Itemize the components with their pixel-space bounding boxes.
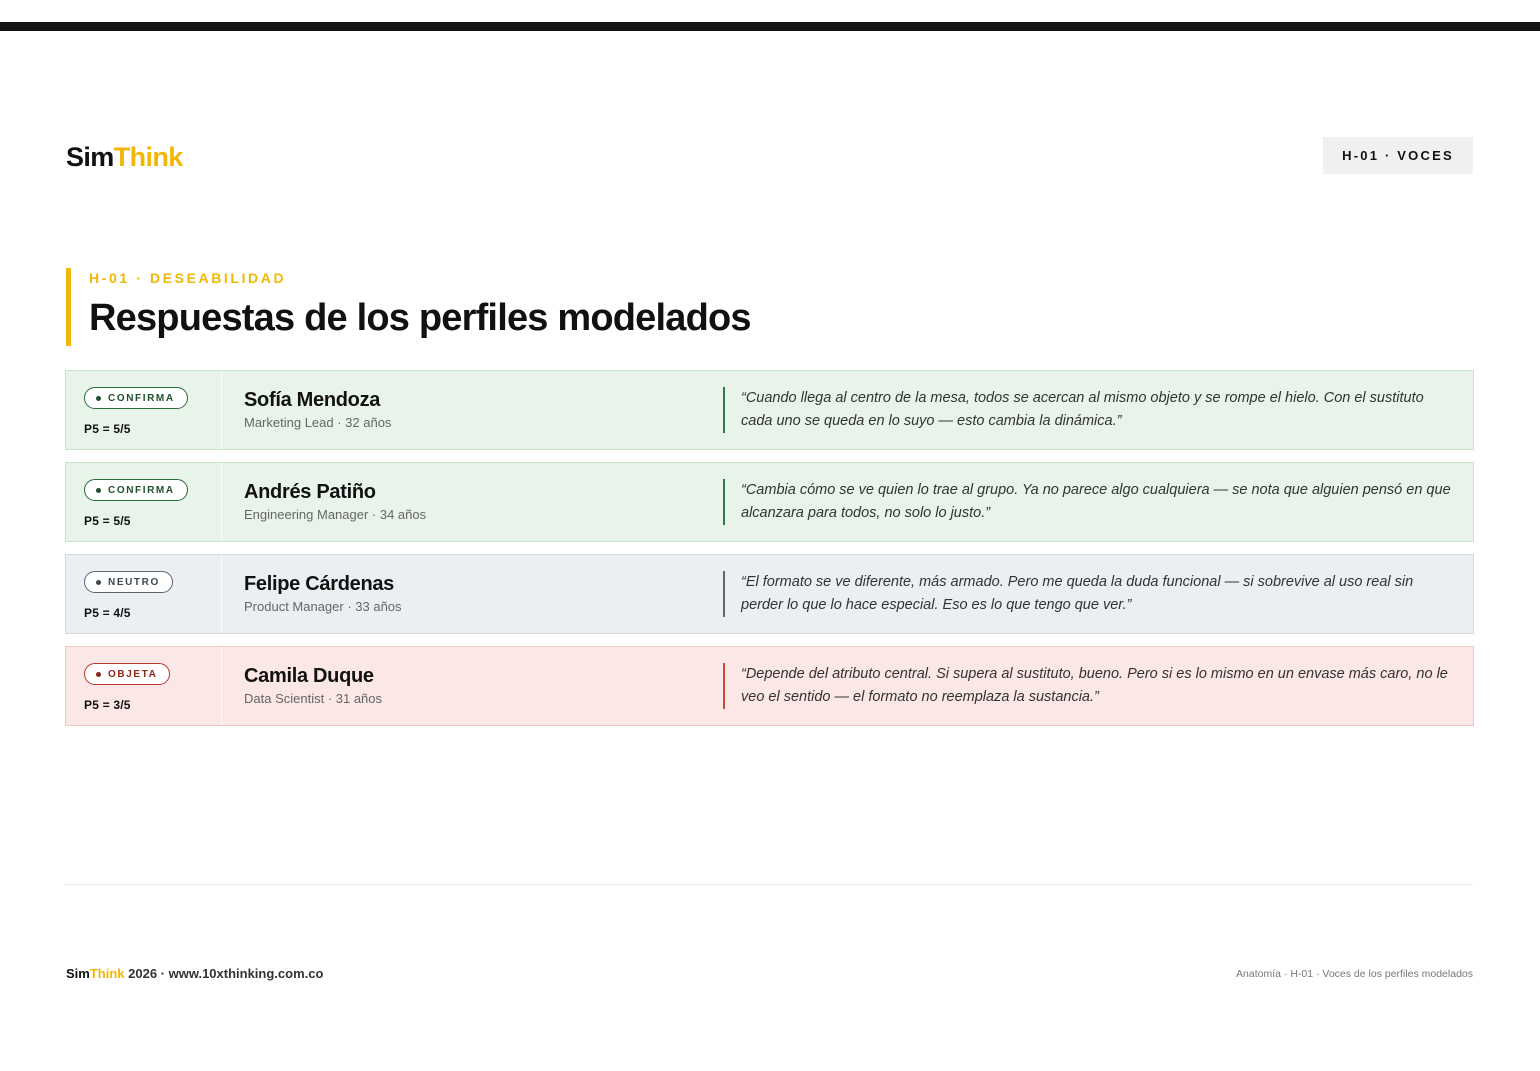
status-column <box>66 647 222 725</box>
footer-brand-sim: Sim <box>66 966 90 981</box>
quote-bar <box>723 663 725 709</box>
simthink-logo <box>66 141 183 173</box>
status-label: CONFIRMA <box>108 484 175 496</box>
logo-think: Think <box>113 142 183 172</box>
status-dot-icon <box>96 580 101 585</box>
status-column <box>66 463 222 541</box>
status-dot-icon <box>96 396 101 401</box>
profile-quote: “Depende del atributo central. Si supera al sustituto, bueno. Pero si es lo mismo en un envase más caro, no le veo el sentido — el formato no reemplaza la sustancia.” <box>741 666 1448 705</box>
profile-name: Camila Duque <box>244 665 374 687</box>
profile-list <box>65 370 1474 738</box>
profile-role: Product Manager · 33 años <box>244 599 402 614</box>
profile-quote: “Cuando llega al centro de la mesa, todos se acercan al mismo objeto y se rompe el hielo. Con el sustituto cada uno se queda en lo suyo — esto cambia la dinámica.” <box>741 390 1424 429</box>
quote-bar <box>723 479 725 525</box>
score-label: P5 = 5/5 <box>84 514 131 528</box>
status-badge <box>84 663 170 685</box>
score-label: P5 = 4/5 <box>84 606 131 620</box>
profile-role: Data Scientist · 31 años <box>244 691 383 706</box>
section-eyebrow: H-01 · DESEABILIDAD <box>89 270 287 286</box>
profile-row <box>65 370 1474 450</box>
status-column <box>66 371 222 449</box>
top-bar <box>0 22 1540 31</box>
section-badge: H-01 · VOCES <box>1323 137 1473 174</box>
profile-name: Felipe Cárdenas <box>244 573 395 595</box>
logo-sim: Sim <box>66 142 114 172</box>
score-label: P5 = 3/5 <box>84 698 131 712</box>
profile-role: Marketing Lead · 32 años <box>244 415 392 430</box>
profile-quote: “Cambia cómo se ve quien lo trae al grupo. Ya no parece algo cualquiera — se nota que alguien pensó en que alcanzara para todos, no solo lo justo.” <box>741 482 1451 521</box>
footer-brand-url: 2026 · www.10xthinking.com.co <box>124 966 324 981</box>
status-dot-icon <box>96 672 101 677</box>
profile-name: Andrés Patiño <box>244 481 376 503</box>
status-badge <box>84 387 188 409</box>
status-label: OBJETA <box>108 668 158 680</box>
profile-role: Engineering Manager · 34 años <box>244 507 427 522</box>
quote-bar <box>723 571 725 617</box>
status-badge <box>84 571 173 593</box>
section-accent-bar <box>66 268 71 346</box>
profile-row <box>65 462 1474 542</box>
profile-row <box>65 646 1474 726</box>
profile-quote: “El formato se ve diferente, más armado. Pero me queda la duda funcional — si sobrevive al uso real sin perder lo que lo hace especial. Eso es lo que tengo que ver.” <box>741 574 1414 613</box>
footer-caption: Anatomía · H-01 · Voces de los perfiles modelados <box>1236 968 1473 980</box>
footer-brand-think: Think <box>89 966 125 981</box>
status-column <box>66 555 222 633</box>
footer-brand <box>66 966 323 981</box>
status-dot-icon <box>96 488 101 493</box>
page-title: Respuestas de los perfiles modelados <box>89 297 751 339</box>
status-label: CONFIRMA <box>108 392 175 404</box>
footer-divider <box>65 884 1473 885</box>
profile-name: Sofía Mendoza <box>244 389 381 411</box>
quote-bar <box>723 387 725 433</box>
profile-row <box>65 554 1474 634</box>
status-badge <box>84 479 188 501</box>
score-label: P5 = 5/5 <box>84 422 131 436</box>
status-label: NEUTRO <box>108 576 160 588</box>
